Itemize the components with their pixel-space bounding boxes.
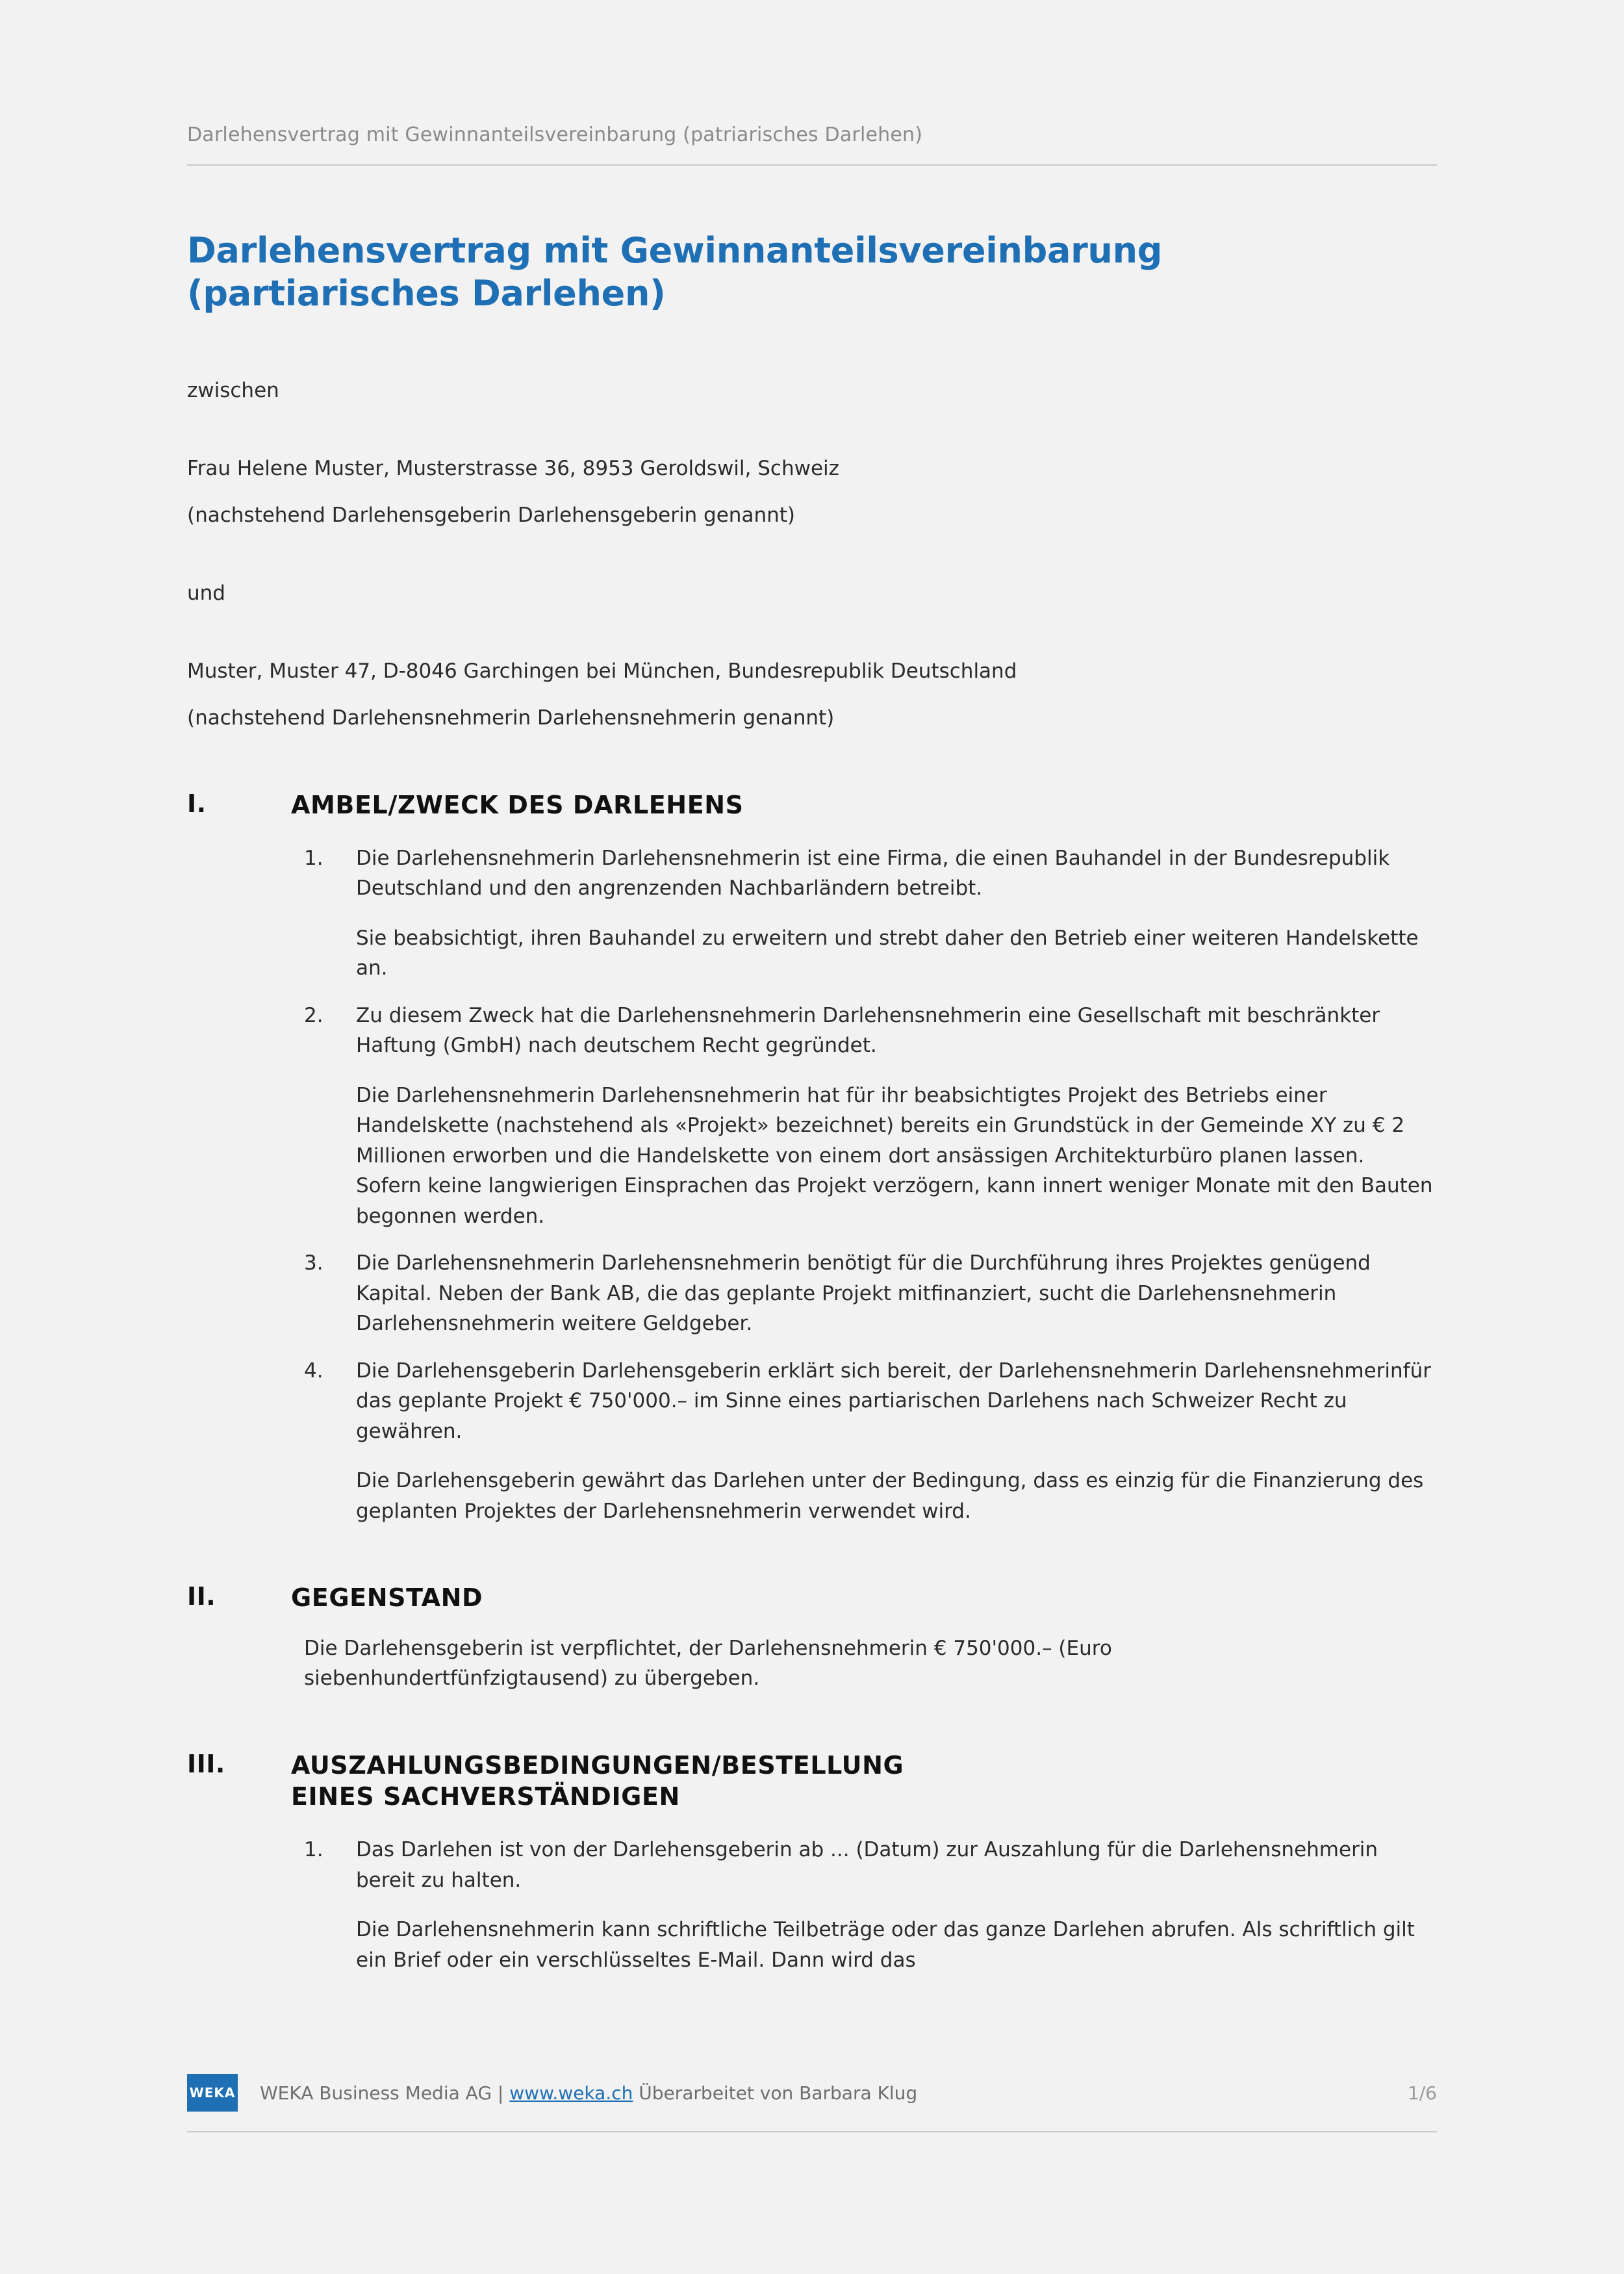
list-item-paragraph: Das Darlehen ist von der Darlehensgeberin ab ... (Datum) zur Auszahlung für die Darlehensnehmerin bereit zu halten. [356,1838,1378,1892]
page-title-line-1: Darlehensvertrag mit Gewinnanteilsvereinbarung [187,230,1163,271]
list-item-paragraph: Die Darlehensgeberin gewährt das Darlehen unter der Bedingung, dass es einzig für die Finanzierung des geplanten Projektes der Darlehensnehmerin verwendet wird. [356,1469,1424,1523]
spacer [187,315,1437,375]
lender-address: Frau Helene Muster, Musterstrasse 36, 8953 Geroldswil, Schweiz [187,456,839,480]
between-label: zwischen [187,378,279,402]
and-label: und [187,581,225,605]
section-title-line-2: EINES SACHVERSTÄNDIGEN [291,1782,680,1811]
list-item [187,1001,1437,1232]
section-number: III. [187,1749,225,1778]
borrower-note: (nachstehend Darlehensnehmerin Darlehensnehmerin genannt) [187,706,835,730]
section-number: II. [187,1582,216,1611]
section-number: I. [187,789,207,819]
footer-row [187,2074,1437,2112]
list-item-body [356,1001,1434,1232]
list-item [187,1835,1437,1975]
page-footer [187,2074,1437,2132]
list-item-paragraph: Die Darlehensnehmerin Darlehensnehmerin benötigt für die Durchführung ihres Projektes genügend Kapital. Neben der Bank AB, die das geplante Projekt mitfinanziert, sucht die Darlehensnehmerin Darlehensnehmerin weitere Geldgeber. [356,1251,1371,1336]
list-item-number: 2. [304,1003,324,1027]
footer-divider [187,2131,1437,2132]
list-item-number: 1. [304,846,324,870]
section-title: AMBEL/ZWECK DES DARLEHENS [291,791,744,820]
list-item-number: 4. [304,1359,324,1383]
list-item-paragraph: Die Darlehensnehmerin Darlehensnehmerin ist eine Firma, die einen Bauhandel in der Bundesrepublik Deutschland und den angrenzenden Nachbarländern betreibt. [356,846,1390,901]
section-title [291,1750,904,1813]
list-item-paragraph: Die Darlehensnehmerin kann schriftliche Teilbeträge oder das ganze Darlehen abrufen. Als schriftlich gilt ein Brief oder ein verschlüsseltes E-Mail. Dann wird das [356,1918,1415,1972]
spacer [187,687,1437,702]
list-item-body [356,843,1434,984]
section-heading-i [187,789,1437,821]
list-item-paragraph: Sie beabsichtigt, ihren Bauhandel zu erweitern und strebt daher den Betrieb einer weiteren Handelskette an. [356,926,1419,980]
weka-logo: WEKA [187,2074,238,2112]
page-content [187,0,1437,1975]
list-item-number: 3. [304,1251,324,1275]
list-item-body [356,1356,1434,1527]
header-divider [187,164,1437,166]
spacer [187,531,1437,578]
page-title-line-2: (partiarisches Darlehen) [187,272,666,314]
borrower-address: Muster, Muster 47, D-8046 Garchingen bei München, Bundesrepublik Deutschland [187,659,1017,683]
list-item-body [356,1835,1434,1975]
section-iii-list [187,1835,1437,1975]
list-item [187,843,1437,984]
running-header: Darlehensvertrag mit Gewinnanteilsvereinbarung (patriarisches Darlehen) [187,123,923,146]
section-ii-body: Die Darlehensgeberin ist verpflichtet, der Darlehensnehmerin € 750'000.– (Euro siebenhundertfünfzigtausend) zu übergeben. [304,1636,1112,1691]
page-title [187,229,1437,315]
footer-text-after-link: Überarbeitet von Barbara Klug [633,2082,918,2104]
section-title-line-1: AUSZAHLUNGSBEDINGUNGEN/BESTELLUNG [291,1750,904,1780]
page-number: 1/6 [1407,2082,1437,2104]
section-title: GEGENSTAND [291,1583,483,1613]
list-item-paragraph: Die Darlehensgeberin Darlehensgeberin erklärt sich bereit, der Darlehensnehmerin Darlehensnehmerinfür das geplante Projekt € 750'000.– im Sinne eines partiarischen Darlehens nach Schweizer Recht zu gewähren. [356,1359,1431,1443]
list-item [187,1356,1437,1527]
section-heading-iii [187,1750,1437,1813]
list-item-paragraph: Die Darlehensnehmerin Darlehensnehmerin hat für ihr beabsichtigtes Projekt des Betriebs einer Handelskette (nachstehend als «Projekt» bezeichnet) bereits ein Grundstück in der Gemeinde XY zu € 2 Millionen erworben und die Handelskette von einem dort ansässigen Architekturbüro planen lassen. Sofern keine langwierigen Einsprachen das Projekt verzögern, kann innert weniger Monate mit den Bauten begonnen werden. [356,1083,1433,1228]
spacer [187,406,1437,453]
list-item-paragraph: Zu diesem Zweck hat die Darlehensnehmerin Darlehensnehmerin eine Gesellschaft mit beschränkter Haftung (GmbH) nach deutschem Recht gegründet. [356,1003,1380,1058]
list-item [187,1248,1437,1339]
footer-text [260,2082,1408,2104]
list-item-body [356,1248,1434,1339]
footer-text-before-link: WEKA Business Media AG | [260,2082,510,2104]
spacer [187,609,1437,656]
list-item-number: 1. [304,1838,324,1862]
footer-website-link[interactable]: www.weka.ch [509,2082,633,2104]
section-i-list [187,843,1437,1527]
lender-note: (nachstehend Darlehensgeberin Darlehensgeberin genannt) [187,503,795,527]
spacer [187,484,1437,500]
section-heading-ii [187,1582,1437,1614]
